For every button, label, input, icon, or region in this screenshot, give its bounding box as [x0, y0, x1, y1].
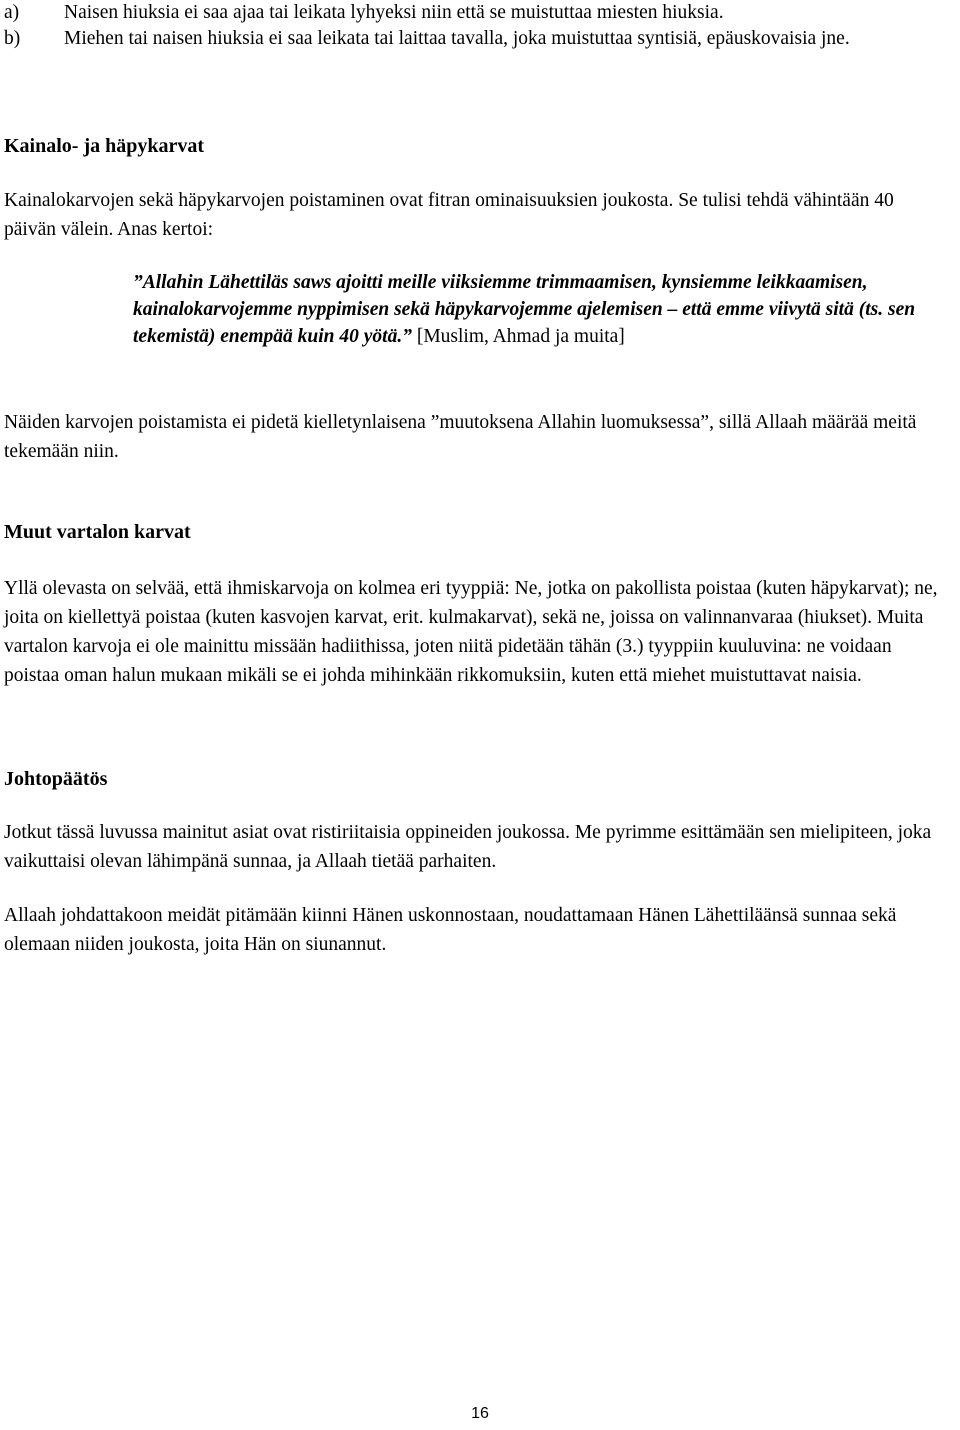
paragraph: Allaah johdattakoon meidät pitämään kiinni Hänen uskonnostaan, noudattamaan Hänen Lähettiläänsä sunnaa sekä olemaan niiden joukosta, joita Hän on siunannut. [4, 905, 897, 955]
hadith-quote [133, 269, 959, 350]
quote-text: ”Allahin Lähettiläs saws ajoitti meille viiksiemme trimmaamisen, kynsiemme leikkaamisen, kainalokarvojemme nyppimisen sekä häpykarvojemme ajelemisen – että emme viivytä sitä (ts. sen tekemistä) enempää kuin 40 yötä.” [133, 272, 916, 347]
section-heading: Johtopäätös [4, 768, 108, 790]
list-item-text: Naisen hiuksia ei saa ajaa tai leikata lyhyeksi niin että se muistuttaa miesten hiuksia. [64, 2, 724, 23]
page-number: 16 [471, 1405, 489, 1422]
paragraph: Jotkut tässä luvussa mainitut asiat ovat ristiriitaisia oppineiden joukossa. Me pyrimme esittämään sen mielipiteen, joka vaikuttaisi olevan lähimpänä sunnaa, ja Allaah tietää parhaiten. [4, 822, 932, 872]
list-marker: a) [4, 2, 20, 23]
list-item [4, 0, 954, 26]
paragraph: Kainalokarvojen sekä häpykarvojen poistaminen ovat fitran ominaisuuksien joukosta. Se tulisi tehdä vähintään 40 päivän välein. Anas kertoi: [4, 190, 894, 240]
paragraph: Yllä olevasta on selvää, että ihmiskarvoja on kolmea eri tyyppiä: Ne, jotka on pakollista poistaa (kuten häpykarvat); ne, joita on kiellettyä poistaa (kuten kasvojen karvat, erit. kulmakarvat), sekä ne, joissa on valinnanvaraa (hiukset). Muita vartalon karvoja ei ole mainittu missään hadiithissa, joten niitä pidetään tähän (3.) tyyppiin kuuluvina: ne voidaan poistaa oman halun mukaan mikäli se ei johda mihinkään rikkomuksiin, kuten että miehet muistuttavat naisia. [4, 578, 938, 686]
section-heading: Muut vartalon karvat [4, 521, 191, 543]
hair-rules-list [4, 0, 954, 52]
list-item [4, 26, 954, 52]
list-marker: b) [4, 28, 21, 49]
section-heading: Kainalo- ja häpykarvat [4, 135, 205, 157]
paragraph: Näiden karvojen poistamista ei pidetä kielletynlaisena ”muutoksena Allahin luomuksessa”, sillä Allaah määrää meitä tekemään niin. [4, 412, 917, 462]
quote-source: [Muslim, Ahmad ja muita] [411, 326, 625, 347]
list-item-text: Miehen tai naisen hiuksia ei saa leikata tai laittaa tavalla, joka muistuttaa syntisiä, epäuskovaisia jne. [64, 28, 850, 49]
